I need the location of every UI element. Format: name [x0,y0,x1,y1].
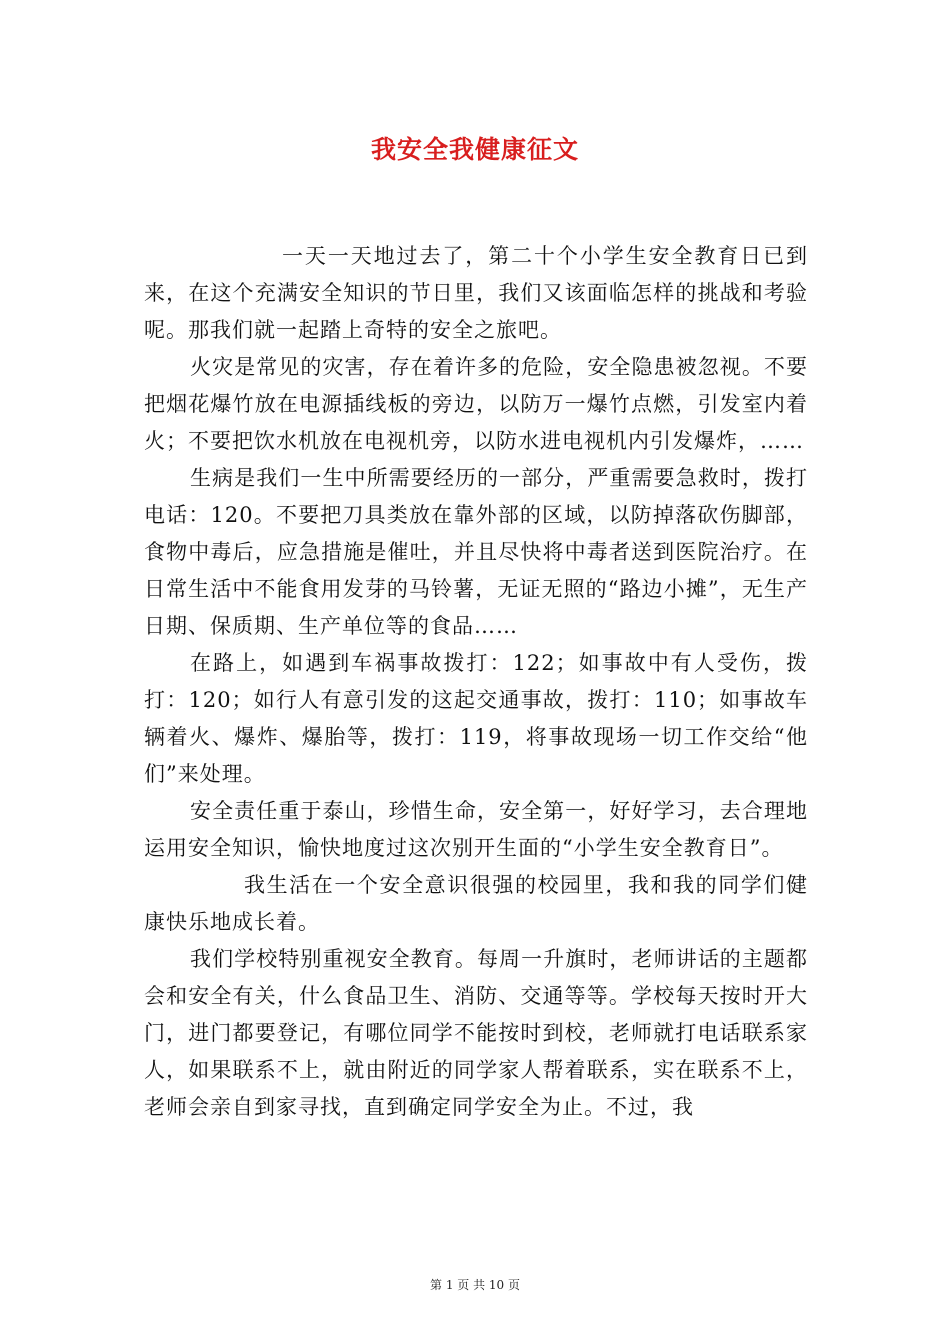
paragraph: 火灾是常见的灾害，存在着许多的危险，安全隐患被忽视。不要把烟花爆竹放在电源插线板的旁边，以防万一爆竹点燃，引发室内着火；不要把饮水机放在电视机旁，以防水进电视机内引发爆炸，…… [144,355,808,453]
paragraph: 我们学校特别重视安全教育。每周一升旗时，老师讲话的主题都会和安全有关，什么食品卫生、消防、交通等等。学校每天按时开大门，进门都要登记，有哪位同学不能按时到校，老师就打电话联系家人，如果联系不上，就由附近的同学家人帮着联系，实在联系不上，老师会亲自到家寻找，直到确定同学安全为止。不过，我 [144,947,808,1119]
document-title: 我安全我健康征文 [370,135,579,164]
document-body [144,238,808,1126]
paragraph: 一天一天地过去了，第二十个小学生安全教育日已到来，在这个充满安全知识的节日里，我们又该面临怎样的挑战和考验呢。那我们就一起踏上奇特的安全之旅吧。 [144,244,808,342]
page-number-footer: 第 1 页 共 10 页 [430,1278,520,1292]
paragraph: 生病是我们一生中所需要经历的一部分，严重需要急救时，拨打电话：120。不要把刀具类放在靠外部的区域，以防掉落砍伤脚部，食物中毒后，应急措施是催吐，并且尽快将中毒者送到医院治疗。在日常生活中不能食用发芽的马铃薯，无证无照的“路边小摊”，无生产日期、保质期、生产单位等的食品…… [144,466,808,638]
paragraph: 在路上，如遇到车祸事故拨打：122；如事故中有人受伤，拨打：120；如行人有意引发的这起交通事故，拨打：110；如事故车辆着火、爆炸、爆胎等，拨打：119，将事故现场一切工作交给“他们”来处理。 [144,651,808,786]
paragraph: 安全责任重于泰山，珍惜生命，安全第一，好好学习，去合理地运用安全知识，愉快地度过这次别开生面的“小学生安全教育日”。 [144,799,808,860]
paragraph: 我生活在一个安全意识很强的校园里，我和我的同学们健康快乐地成长着。 [144,873,808,934]
